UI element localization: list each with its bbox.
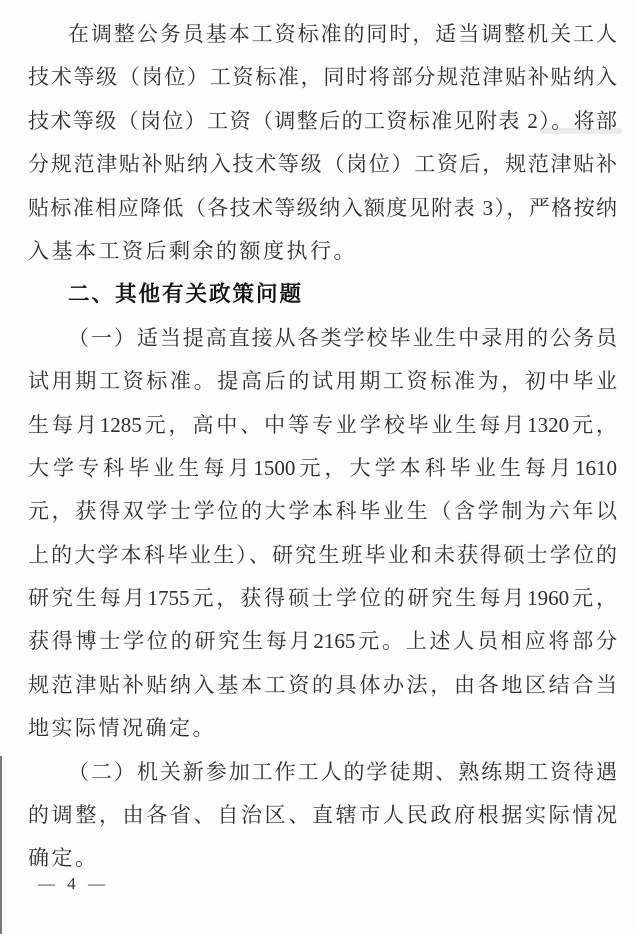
text-line: 规范津贴补贴纳入基本工资的具体办法，由各地区结合当 <box>28 672 617 697</box>
text-line: 在调整公务员基本工资标准的同时，适当调整机关工人 <box>68 22 617 46</box>
text-line: 确定。 <box>28 846 99 871</box>
text-line: （二）机关新参加工作工人的学徒期、熟练期工资待遇 <box>68 759 617 784</box>
text-line: 入基本工资后剩余的额度执行。 <box>28 238 357 263</box>
text-line: 上的大学本科毕业生）、研究生班毕业和未获得硕士学位的 <box>28 542 617 567</box>
scan-smudge-artifact <box>540 128 622 134</box>
text-line: 的调整，由各省、自治区、直辖市人民政府根据实际情况 <box>28 803 617 828</box>
text-line: 生每月1285元，高中、中等专业学校毕业生每月1320元， <box>28 412 617 437</box>
text-line: 试用期工资标准。提高后的试用期工资标准为，初中毕业 <box>28 369 617 394</box>
page-number: — 4 — <box>38 874 109 893</box>
text-line: 大学专科毕业生每月1500元，大学本科毕业生每月1610 <box>28 455 617 480</box>
text-line: 研究生每月1755元，获得硕士学位的研究生每月1960元， <box>28 586 617 611</box>
text-line: 贴标准相应降低（各技术等级纳入额度见附表 3），严格按纳 <box>28 195 617 220</box>
text-line: （一）适当提高直接从各类学校毕业生中录用的公务员 <box>68 325 617 350</box>
text-block <box>28 13 617 881</box>
text-line: 分规范津贴补贴纳入技术等级（岗位）工资后，规范津贴补 <box>28 152 617 177</box>
text-line: 元，获得双学士学位的大学本科毕业生（含学制为六年以 <box>28 499 617 524</box>
text-line: 地实际情况确定。 <box>28 716 216 741</box>
text-line: 技术等级（岗位）工资标准，同时将部分规范津贴补贴纳入 <box>28 65 617 90</box>
text-line: 获得博士学位的研究生每月2165元。上述人员相应将部分 <box>28 629 617 654</box>
scan-edge-artifact <box>0 756 2 934</box>
section-heading: 二、其他有关政策问题 <box>68 282 304 307</box>
text-line: 技术等级（岗位）工资（调整后的工资标准见附表 2）。将部 <box>28 108 617 133</box>
